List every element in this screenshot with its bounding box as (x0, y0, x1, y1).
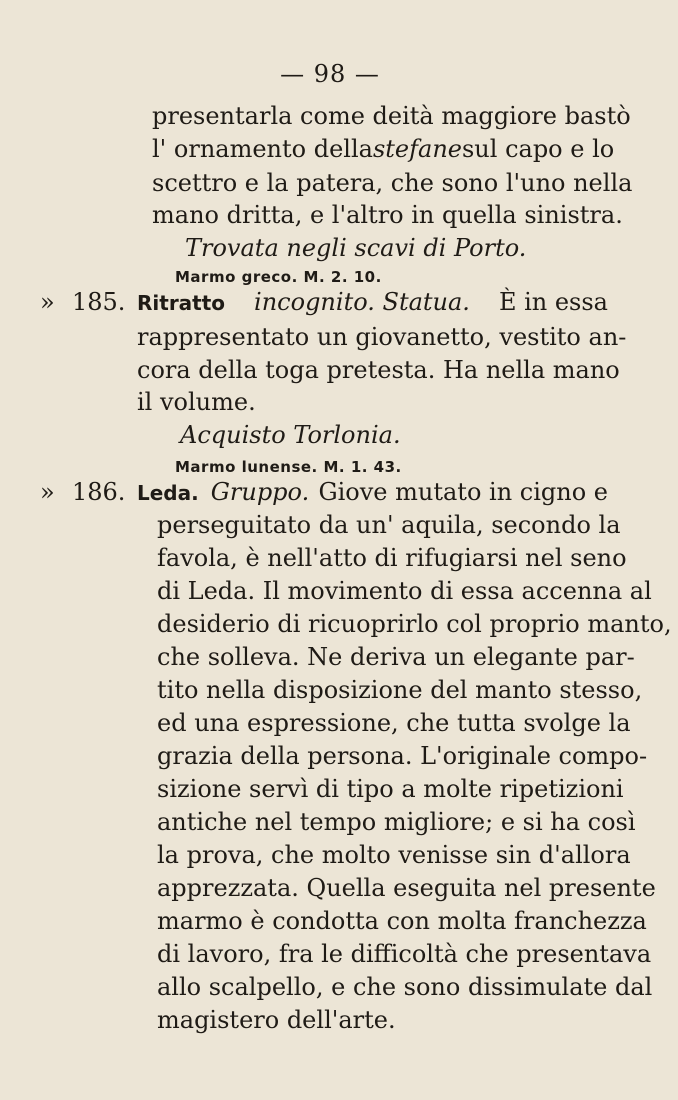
entry-number: 186. (72, 478, 126, 506)
provenance: Trovata negli scavi di Porto. (185, 234, 527, 262)
text-line: sizione servì di tipo a molte ripetizioni (157, 775, 624, 803)
text-line (137, 477, 608, 508)
text-line: ed una espressione, che tutta svolge la (157, 709, 631, 737)
text-line: presentarla come deità maggiore bastò (152, 102, 631, 130)
text-line: mano dritta, e l'altro in quella sinistra. (152, 201, 623, 229)
text-line: cora della toga pretesta. Ha nella mano (137, 356, 620, 384)
provenance: Acquisto Torlonia. (180, 421, 401, 449)
entry-marker: » (40, 288, 55, 316)
material-info: Marmo greco. M. 2. 10. (175, 268, 382, 286)
text-line: apprezzata. Quella eseguita nel presente (157, 874, 656, 902)
text-line: allo scalpello, e che sono dissimulate dal (157, 973, 653, 1001)
text-line: perseguitato da un' aquila, secondo la (157, 511, 621, 539)
text-fragment: l' ornamento della (152, 135, 373, 163)
text-line: di lavoro, fra le difficoltà che presentava (157, 940, 652, 968)
text-line: favola, è nell'atto di rifugiarsi nel seno (157, 544, 627, 572)
text-line (137, 287, 608, 318)
text-line: grazia della persona. L'originale compo- (157, 742, 648, 770)
material-info: Marmo lunense. M. 1. 43. (175, 458, 402, 476)
italic-term: stefane (372, 135, 462, 163)
text-line: la prova, che molto venisse sin d'allora (157, 841, 631, 869)
text-line: rappresentato un giovanetto, vestito an- (137, 323, 627, 351)
text-fragment: sul capo e lo (461, 135, 615, 163)
text-line: desiderio di ricuoprirlo col proprio manto, (157, 610, 672, 638)
entry-marker: » (40, 478, 55, 506)
text-line: marmo è condotta con molta franchezza (157, 907, 647, 935)
text-line: scettro e la patera, che sono l'uno nella (152, 169, 633, 197)
entry-subtitle: incognito. Statua. (254, 288, 470, 316)
entry-number: 185. (72, 288, 126, 316)
entry-title: Leda. (137, 481, 199, 505)
text-fragment: È in essa (498, 288, 608, 316)
text-line: antiche nel tempo migliore; e si ha così (157, 808, 636, 836)
text-line: magistero dell'arte. (157, 1006, 396, 1034)
text-line (152, 134, 615, 164)
text-line: il volume. (137, 388, 256, 416)
text-line: che solleva. Ne deriva un elegante par- (157, 643, 635, 671)
entry-title: Ritratto (137, 291, 226, 315)
text-fragment: Giove mutato in cigno e (318, 478, 608, 506)
entry-subtitle: Gruppo. (210, 478, 310, 506)
text-line: di Leda. Il movimento di essa accenna al (157, 577, 652, 605)
text-line: tito nella disposizione del manto stesso, (157, 676, 643, 704)
page-number: — 98 — (280, 60, 380, 88)
